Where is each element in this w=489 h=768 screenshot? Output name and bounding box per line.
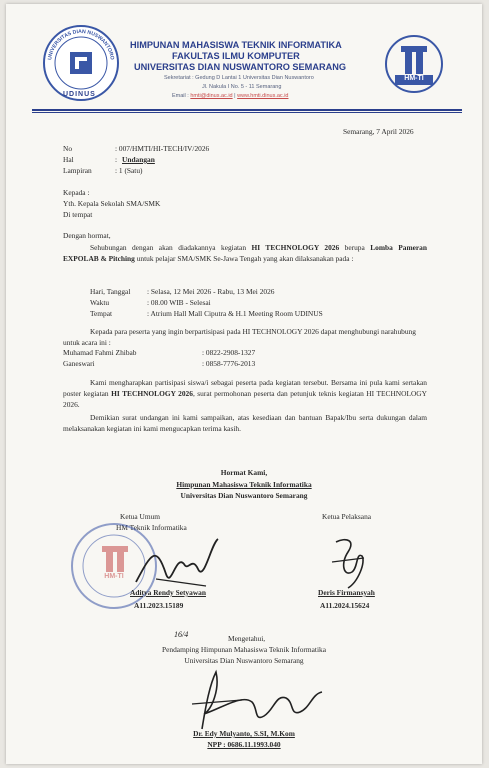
approval-label: Mengetahui, <box>228 634 266 643</box>
advisor-name: Dr. Edy Mulyanto, S.SI, M.Kom <box>193 729 295 738</box>
closing-1-event: HI TECHNOLOGY 2026 <box>111 389 193 398</box>
secretariat-line: Sekretariat : Gedung D Lantai 1 Universitas Dian Nuswantoro <box>164 75 314 81</box>
coordinator-id: A11.2024.15624 <box>320 601 370 610</box>
schedule-date-value: : Selasa, 12 Mei 2026 - Rabu, 13 Mei 2026 <box>147 287 275 296</box>
addressee-place: Di tempat <box>63 210 93 219</box>
meta-no-label: No <box>63 144 73 153</box>
addressee-kepada: Kepada : <box>63 188 90 197</box>
chair-org: HM Teknik Informatika <box>116 523 187 532</box>
svg-text:UNIVERSITAS DIAN NUSWANTORO: UNIVERSITAS DIAN NUSWANTORO <box>47 28 115 61</box>
schedule-time-value: : 08.00 WIB - Selesai <box>147 298 211 307</box>
udinus-logo-word: UDINUS <box>63 91 96 98</box>
meta-hal-label: Hal <box>63 155 74 164</box>
chair-title: Ketua Umum <box>120 512 161 521</box>
hmti-logo <box>384 32 444 96</box>
email-label: Email : <box>172 93 189 99</box>
contact-paragraph: Kepada para peserta yang ingin berpartisipasi pada HI TECHNOLOGY 2026 dapat menghubungi narahubung untuk acara ini : <box>63 327 416 347</box>
letter-date: Semarang, 7 April 2026 <box>343 127 414 136</box>
coordinator-title: Ketua Pelaksana <box>322 512 372 521</box>
contact-separator: | <box>234 93 236 99</box>
schedule-date-label: Hari, Tanggal <box>90 287 131 296</box>
website-link[interactable]: www.hmti.dinus.ac.id <box>237 93 289 99</box>
org-name: HIMPUNAN MAHASISWA TEKNIK INFORMATIKA <box>130 40 342 50</box>
closing-1-text-a: Kami mengharapkan partisipasi siswa/i sebagai peserta pada kegiatan tersebut. Bersama ini pula kami sertakan poster kegiatan <box>63 378 427 398</box>
contact-person-1-phone: : 0822-2908-1327 <box>202 348 256 357</box>
intro-event-name: HI TECHNOLOGY 2026 <box>251 243 340 252</box>
contact-person-1-name: Muhamad Fahmi Zhibab <box>63 348 137 357</box>
contact-person-2-phone: : 0858-7776-2013 <box>202 359 256 368</box>
letter-page <box>6 4 482 764</box>
faculty-name: FAKULTAS ILMU KOMPUTER <box>172 51 300 61</box>
regards-university: Universitas Dian Nuswantoro Semarang <box>180 491 308 500</box>
meta-no-value: : 007/HMTI/HI-TECH/IV/2026 <box>115 144 210 153</box>
schedule-place-value: : Atrium Hall Mall Ciputra & H.1 Meeting Room UDINUS <box>147 309 323 318</box>
schedule-place-label: Tempat <box>90 309 113 318</box>
coordinator-name: Deris Firmansyah <box>318 588 375 597</box>
closing-1-text-b: , surat permohonan peserta dan petunjuk teknis kegiatan HI TECHNOLOGY 2026. <box>63 389 427 409</box>
advisor-signature <box>182 664 342 739</box>
approval-university: Universitas Dian Nuswantoro Semarang <box>184 656 304 665</box>
intro-text-1: Sehubungan dengan akan diadakannya kegiatan <box>90 243 252 252</box>
header-divider <box>32 109 462 111</box>
schedule-time-label: Waktu <box>90 298 110 307</box>
contact-line <box>172 93 288 99</box>
meta-lampiran-value: : 1 (Satu) <box>115 166 143 175</box>
closing-paragraph-1 <box>63 377 427 410</box>
addressee-name: Yth. Kepala Sekolah SMA/SMK <box>63 199 161 208</box>
header-divider-thin <box>32 112 462 113</box>
contact-person-2-name: Ganeswari <box>63 359 95 368</box>
handwritten-date: 16/4 <box>174 630 189 639</box>
approval-role: Pendamping Himpunan Mahasiswa Teknik Informatika <box>162 645 326 654</box>
meta-lampiran-label: Lampiran <box>63 166 92 175</box>
stamp-text: HM-TI <box>104 573 124 580</box>
chair-id: A11.2023.15189 <box>134 601 184 610</box>
meta-hal-colon: : <box>115 155 118 164</box>
regards: Hormat Kami, <box>220 468 268 477</box>
chair-name: Aditya Rendy Setyawan <box>130 588 206 597</box>
intro-competition: Lomba Pameran EXPOLAB & Pitching <box>63 243 427 263</box>
meta-hal-value: Undangan <box>122 155 155 164</box>
address-line: Jl. Nakula I No. 5 - 11 Semarang <box>202 84 282 90</box>
university-name: UNIVERSITAS DIAN NUSWANTORO SEMARANG <box>134 62 347 72</box>
intro-paragraph <box>63 242 427 264</box>
intro-text-3: untuk pelajar SMA/SMK Se-Jawa Tengah yang akan dilaksanakan pada : <box>134 254 354 263</box>
intro-text-2: berupa <box>339 243 371 252</box>
hmti-logo-text: HM-TI <box>404 75 424 82</box>
salutation: Dengan hormat, <box>63 231 111 240</box>
regards-org: Himpunan Mahasiswa Teknik Informatika <box>176 480 312 489</box>
closing-paragraph-2: Demikian surat undangan ini kami sampaikan, atas kesediaan dan bantuan Bapak/Ibu serta dukungan dalam melaksanakan kegiatan ini kami mengucapkan terima kasih. <box>63 413 427 433</box>
email-link[interactable]: hmti@dinus.ac.id <box>190 93 233 99</box>
advisor-id: NPP : 0686.11.1993.040 <box>207 740 281 749</box>
